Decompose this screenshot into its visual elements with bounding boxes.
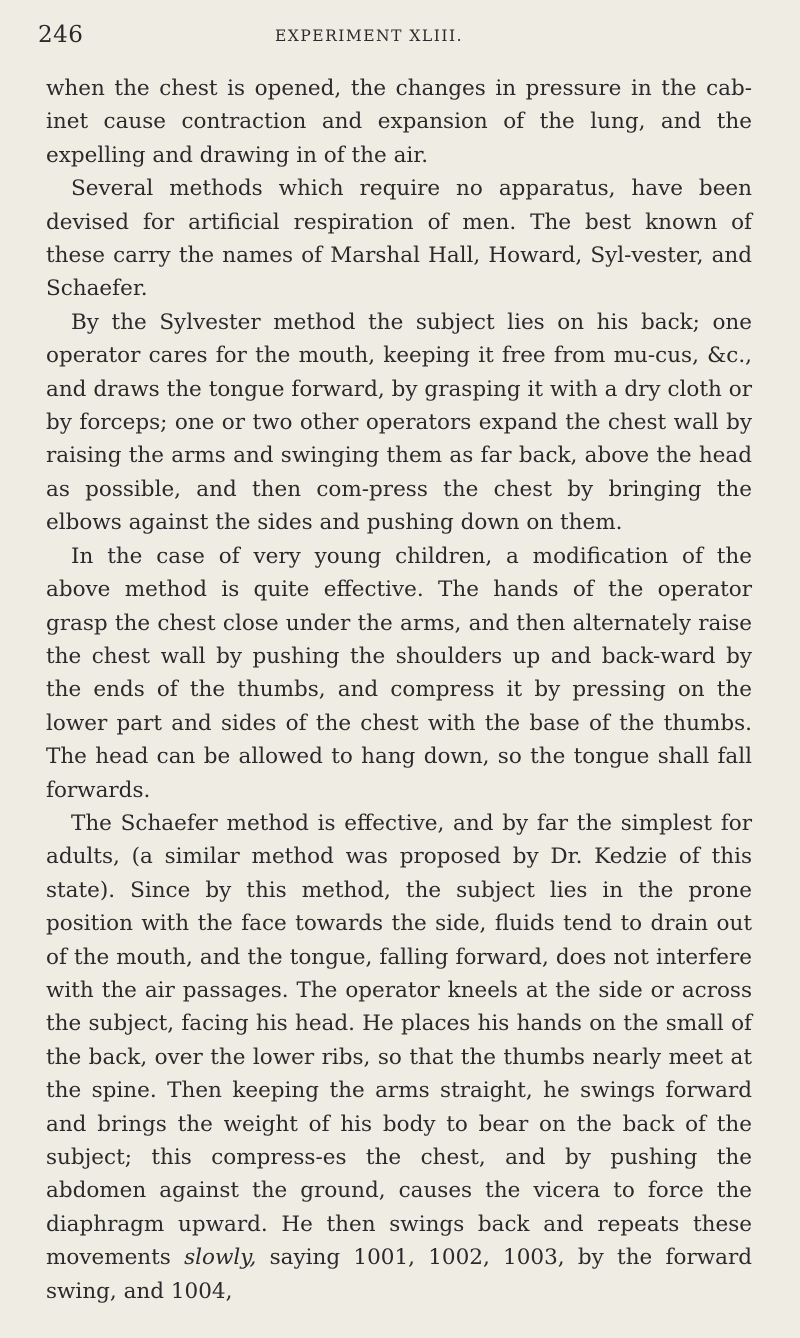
page-header — [38, 22, 752, 52]
paragraph-schaefer — [46, 807, 752, 1308]
italic-slowly: slowly, — [184, 1245, 257, 1271]
schaefer-text-end: saying 1001, 1002, 1003, by the forward swing, and 1004, — [46, 1245, 752, 1304]
running-head: EXPERIMENT XLIII. — [274, 27, 464, 45]
paragraph-methods: Several methods which require no apparatus, have been devised for artificial respiration of men. The best known of these carry the names of Marshal Hall, Howard, Syl-vester, and Schaefer. — [46, 176, 752, 302]
paragraph-sylvester: By the Sylvester method the subject lies on his back; one operator cares for the mouth, keeping it free from mu-cus, &c., and draws the tongue forward, by grasping it with a dry cloth or by forceps; one or two other operators expand the chest wall by raising the arms and swinging them as far back, above the head as possible, and then com-press the chest by bringing the elbows against the sides and pushing down on them. — [46, 309, 752, 536]
paragraph-continuation: when the chest is opened, the changes in pressure in the cab-inet cause contraction and expansion of the lung, and the expelling and drawing in of the air. — [46, 76, 752, 168]
page-number: 246 — [38, 22, 84, 48]
schaefer-text-start: The Schaefer method is effective, and by far the simplest for adults, (a similar method was proposed by Dr. Kedzie of this state). Since by this method, the subject lies in the prone position with the face towards the side, fluids tend to drain out of the mouth, and the tongue, falling forward, does not interfere with the air passages. The operator kneels at the side or across the subject, facing his head. He places his hands on the small of the back, over the lower ribs, so that the thumbs nearly meet at the spine. Then keeping the arms straight, he swings forward and brings the weight of his body to bear on the back of the subject; this compress-es the chest, and by pushing the abdomen against the ground, causes the vicera to force the diaphragm upward. He then swings back and repeats these movements — [46, 810, 752, 1271]
body-text — [46, 72, 752, 1308]
paragraph-children: In the case of very young children, a modification of the above method is quite effective. The hands of the operator grasp the chest close under the arms, and then alternately raise the chest wall by pushing the shoulders up and back-ward by the ends of the thumbs, and compress it by pressing on the lower part and sides of the chest with the base of the thumbs. The head can be allowed to hang down, so the tongue shall fall forwards. — [46, 543, 752, 803]
